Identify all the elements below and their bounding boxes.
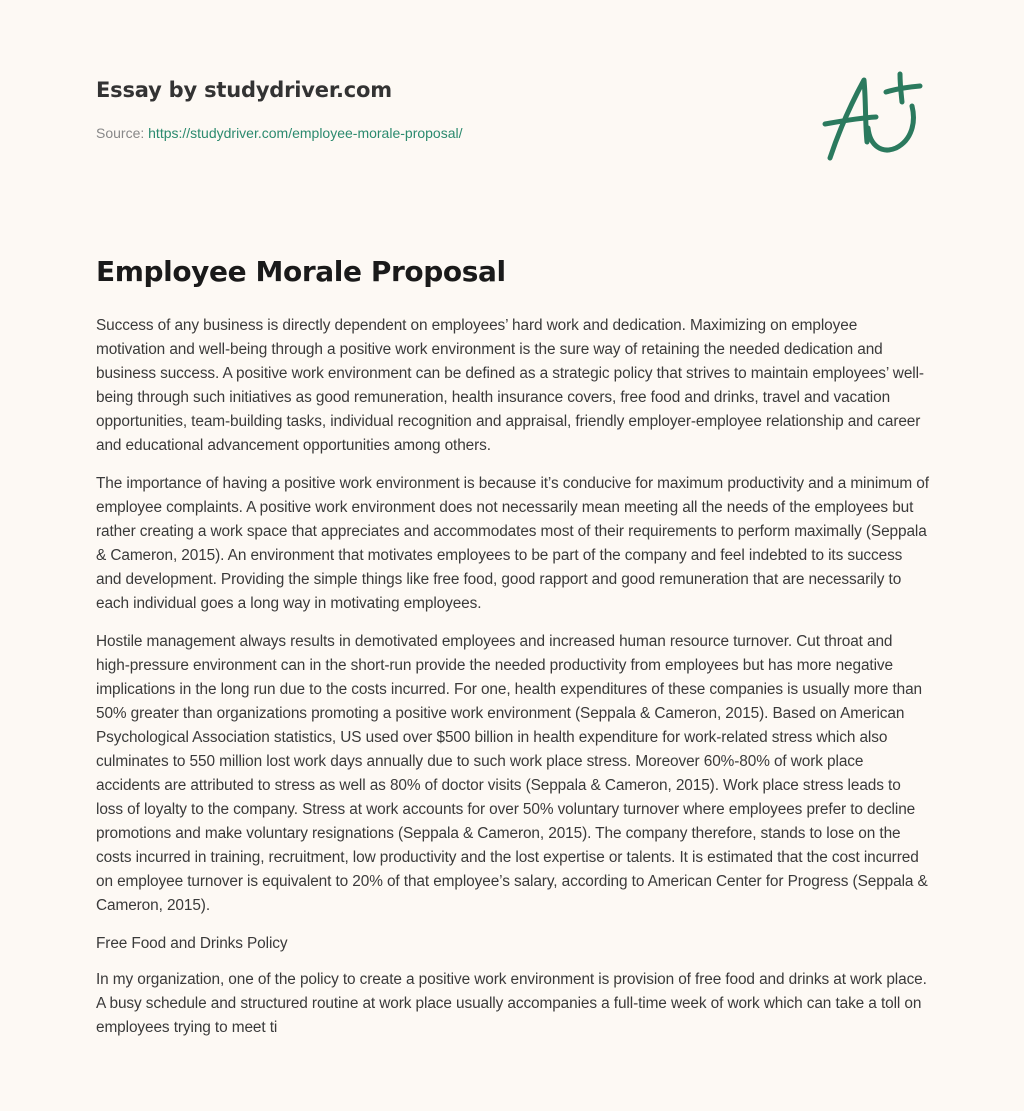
a-plus-grade-icon <box>820 66 930 166</box>
source-line <box>96 123 796 143</box>
brand-title: Essay by studydriver.com <box>96 78 392 102</box>
paragraph-2: The importance of having a positive work environment is because it’s conducive for maximum productivity and a minimum of employee complaints. A positive work environment does not necessarily mean meeting all the needs of the employees but rather creating a work space that appreciates and accommodates most of their requirements to perform maximally (Seppala & Cameron, 2015). An environment that motivates employees to be part of the company and feel indebted to its success and development. Providing the simple things like free food, good rapport and good remuneration that are necessarily to each individual goes a long way in motivating employees. <box>96 475 929 612</box>
source-link[interactable]: https://studydriver.com/employee-morale-proposal/ <box>148 125 463 141</box>
essay-body <box>96 314 930 1054</box>
essay-title: Employee Morale Proposal <box>96 255 506 288</box>
source-label: Source: <box>96 125 149 141</box>
paragraph-1: Success of any business is directly dependent on employees’ hard work and dedication. Maximizing on employee motivation and well-being through a positive work environment is the sure way of retaining the needed dedication and business success. A positive work environment can be defined as a strategic policy that strives to maintain employees’ well-being through such initiatives as good remuneration, health insurance covers, free food and drinks, travel and vacation opportunities, team-building tasks, individual recognition and appraisal, friendly employer-employee relationship and career and educational advancement opportunities among others. <box>96 317 924 454</box>
paragraph-4: In my organization, one of the policy to create a positive work environment is provision of free food and drinks at work place. A busy schedule and structured routine at work place usually accompanies a full-time week of work which can take a toll on employees trying to meet ti <box>96 971 927 1036</box>
paragraph-3: Hostile management always results in demotivated employees and increased human resource turnover. Cut throat and high-pressure environment can in the short-run provide the needed productivity from employees but has more negative implications in the long run due to the costs incurred. For one, health expenditures of these companies is usually more than 50% greater than organizations promoting a positive work environment (Seppala & Cameron, 2015). Based on American Psychological Association statistics, US used over $500 billion in health expenditure for work-related stress which also culminates to 550 million lost work days annually due to such work place stress. Moreover 60%-80% of work place accidents are attributed to stress as well as 80% of doctor visits (Seppala & Cameron, 2015). Work place stress leads to loss of loyalty to the company. Stress at work accounts for over 50% voluntary turnover where employees prefer to decline promotions and make voluntary resignations (Seppala & Cameron, 2015). The company therefore, stands to lose on the costs incurred in training, recruitment, low productivity and the lost expertise or talents. It is estimated that the cost incurred on employee turnover is equivalent to 20% of that employee’s salary, according to American Center for Progress (Seppala & Cameron, 2015). <box>96 633 928 914</box>
section-subheading: Free Food and Drinks Policy <box>96 935 288 952</box>
essay-header <box>96 74 796 143</box>
